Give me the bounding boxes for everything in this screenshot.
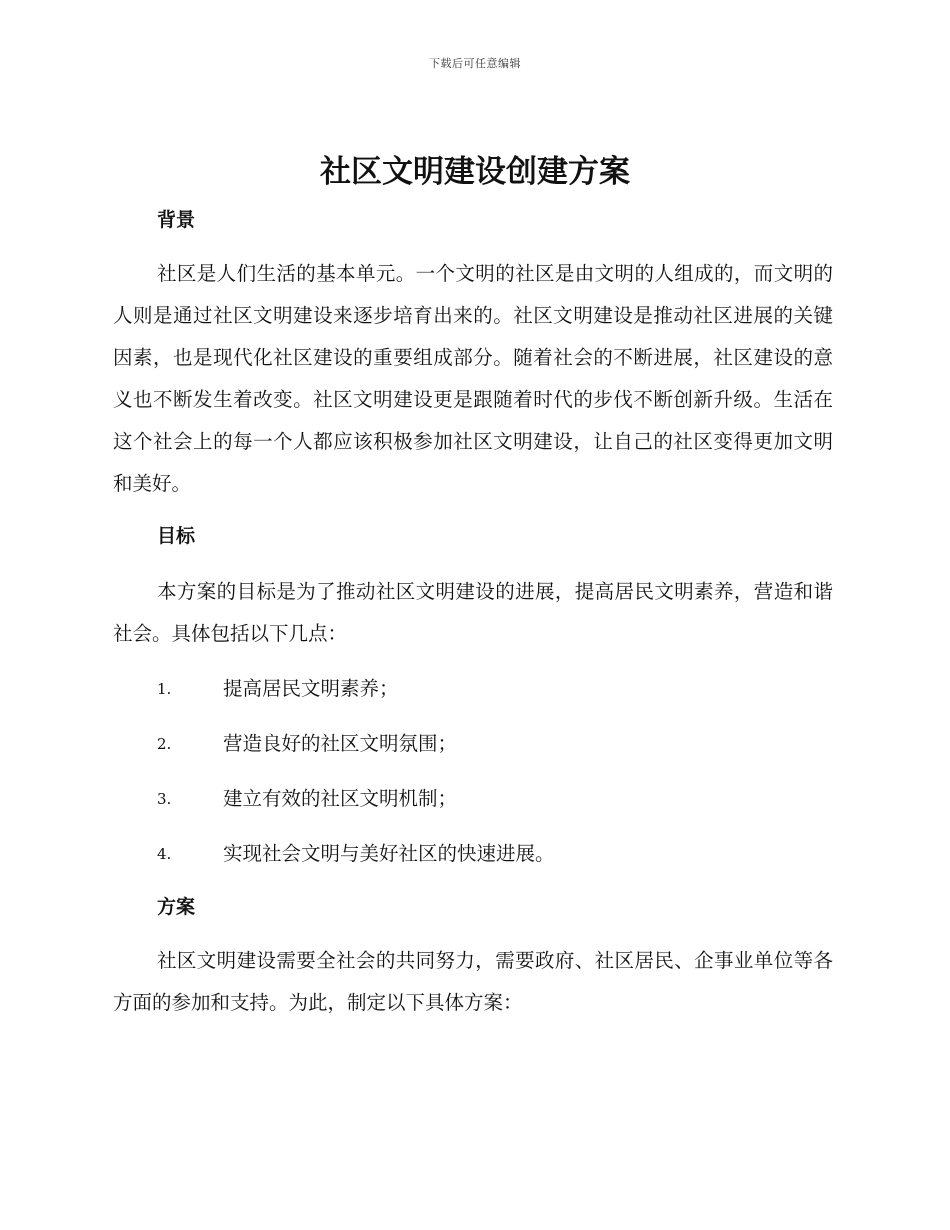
- list-item-number: 2.: [157, 735, 172, 753]
- section-heading-background: 背景: [157, 209, 196, 231]
- list-item: [113, 778, 833, 820]
- list-item-text: 营造良好的社区文明氛围；: [223, 732, 458, 755]
- list-item-text: 建立有效的社区文明机制；: [223, 787, 458, 810]
- list-item: [113, 723, 833, 765]
- document-title: 社区文明建设创建方案: [320, 154, 630, 190]
- section-goals: [113, 516, 833, 875]
- list-item-text: 提高居民文明素养；: [223, 677, 399, 700]
- section-heading-plan: 方案: [157, 896, 196, 918]
- list-item: [113, 668, 833, 710]
- paragraph-goals: 本方案的目标是为了推动社区文明建设的进展，提高居民文明素养，营造和谐社会。具体包括以下几点：: [113, 580, 833, 645]
- list-item-number: 3.: [157, 790, 172, 808]
- list-item-text: 实现社会文明与美好社区的快速进展。: [223, 842, 555, 865]
- paragraph-background: 社区是人们生活的基本单元。一个文明的社区是由文明的人组成的，而文明的人则是通过社区文明建设来逐步培育出来的。社区文明建设是推动社区进展的关键因素，也是现代化社区建设的重要组成部分。随着社会的不断进展，社区建设的意义也不断发生着改变。社区文明建设更是跟随着时代的步伐不断创新升级。生活在这个社会上的每一个人都应该积极参加社区文明建设，让自己的社区变得更加文明和美好。: [113, 262, 833, 495]
- document-body: [113, 200, 833, 1024]
- header-note: 下载后可任意编辑: [429, 57, 521, 70]
- section-plan: [113, 887, 833, 1024]
- list-item: [113, 833, 833, 875]
- list-item-number: 1.: [157, 680, 172, 698]
- list-item-number: 4.: [157, 845, 172, 863]
- section-background: [113, 200, 833, 505]
- section-heading-goals: 目标: [157, 525, 196, 547]
- paragraph-plan: 社区文明建设需要全社会的共同努力，需要政府、社区居民、企事业单位等各方面的参加和支持。为此，制定以下具体方案：: [113, 949, 833, 1014]
